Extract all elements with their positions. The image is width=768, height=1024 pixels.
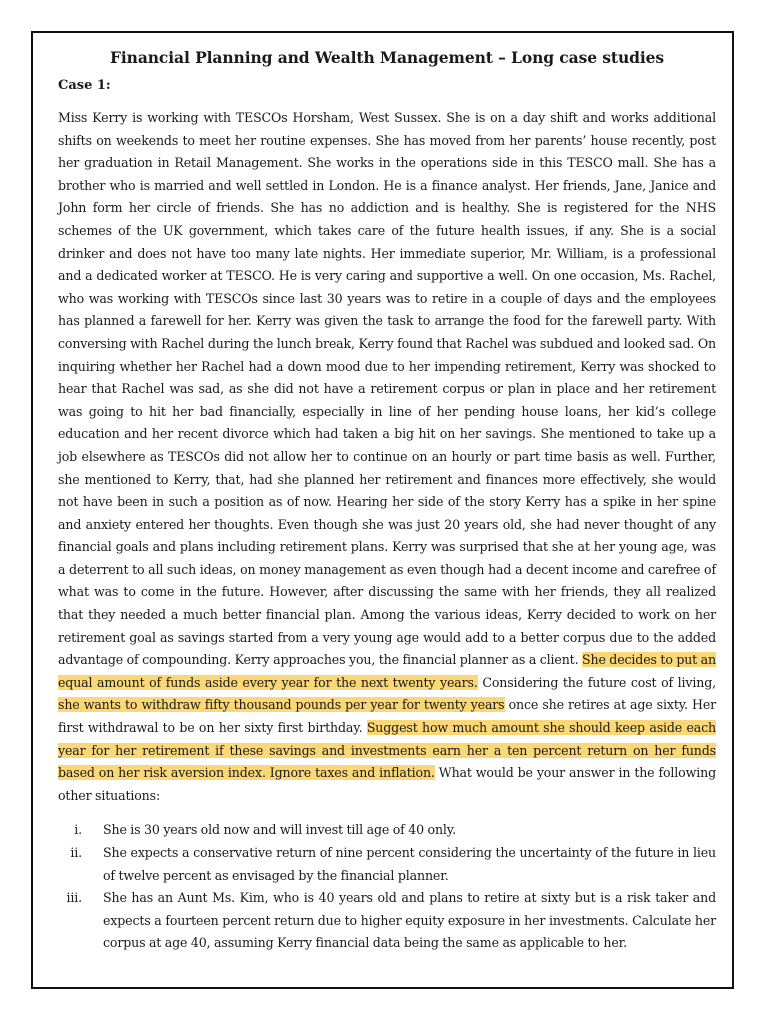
highlighted-text: She decides to put an equal amount of funds aside every year for the next twenty years. <box>58 652 716 690</box>
document-title: Financial Planning and Wealth Management – Long case studies <box>109 48 665 67</box>
question-text: She has an Aunt Ms. Kim, who is 40 years old and plans to retire at sixty but is a risk taker and expects a fourteen percent return due to higher equity exposure in her investments. Calculate her corpus at age 40, assuming Kerry financial data being the same as applicable to her. <box>103 890 716 951</box>
page-frame <box>31 31 734 989</box>
question-item <box>58 887 716 955</box>
highlighted-text: Suggest how much amount she should keep aside each year for her retirement if these savings and investments earn her a ten percent return on her funds based on her risk aversion index. Ignore taxes and inflation. <box>58 720 716 781</box>
question-item <box>58 819 716 842</box>
question-item <box>58 842 716 887</box>
case-paragraph <box>58 107 716 807</box>
question-text: She is 30 years old now and will invest till age of 40 only. <box>103 822 456 838</box>
question-text: She expects a conservative return of nine percent considering the uncertainty of the future in lieu of twelve percent as envisaged by the financial planner. <box>103 845 716 883</box>
question-number: ii. <box>70 845 82 860</box>
question-number: i. <box>74 822 82 838</box>
highlighted-text: she wants to withdraw fifty thousand pounds per year for twenty years <box>58 697 505 713</box>
question-number: iii. <box>66 890 82 906</box>
paragraph-text: Miss Kerry is working with TESCOs Horsham, West Sussex. She is on a day shift and works additional shifts on weekends to meet her routine expenses. She has moved from her parents’ house recently, post her graduation in Retail Management. She works in the operations side in this TESCO mall. She has a brother who is married and well settled in London. He is a finance analyst. Her friends, Jane, Janice and John form her circle of friends. She has no addiction and is healthy. She is registered for the NHS schemes of the UK government, which takes care of the future health issues, if any. She is a social drinker and does not have too many late nights. Her immediate superior, Mr. William, is a professional and a dedicated worker at TESCO. He is very caring and supportive a well. On one occasion, Ms. Rachel, who was working with TESCOs since last 30 years was to retire in a couple of days and the employees has planned a farewell for her. Kerry was given the task to arrange the food for the farewell party. With conversing with Rachel during the lunch break, Kerry found that Rachel was subdued and looked sad. On inquiring whether her Rachel had a down mood due to her impending retirement, Kerry was shocked to hear that Rachel was sad, as she did not have a retirement corpus or plan in place and her retirement was going to hit her bad financially, especially in line of her pending house loans, her kid’s college education and her recent divorce which had taken a big hit on her savings. She mentioned to take up a job elsewhere as TESCOs did not allow her to continue on an hourly or part time basis as well. Further, she mentioned to Kerry, that, had she planned her retirement and finances more effectively, she would not have been in such a position as of now. Hearing her side of the story Kerry has a spike in her spine and anxiety entered her thoughts. Even though she was just 20 years old, she had never thought of any financial goals and plans including retirement plans. Kerry was surprised that she at her young age, was a deterrent to all such ideas, on money management as even though had a decent income and carefree of what was to come in the future. However, after discussing the same with her friends, they all realized that they needed a much better financial plan. Among the various ideas, Kerry decided to work on her retirement goal as savings started from a very young age would add to a better corpus due to the added advantage of compounding. Kerry approaches you, the financial planner as a client. <box>58 110 716 668</box>
case-label: Case 1: <box>58 78 111 93</box>
question-list <box>58 819 716 955</box>
document-content <box>58 45 716 955</box>
paragraph-text: Considering the future cost of living, <box>477 674 716 690</box>
paragraph-text: once she retires at age sixty. Her first withdrawal to be on her sixty first birthday. <box>58 697 716 736</box>
paragraph-text: What would be your answer in the following other situations: <box>58 765 716 803</box>
